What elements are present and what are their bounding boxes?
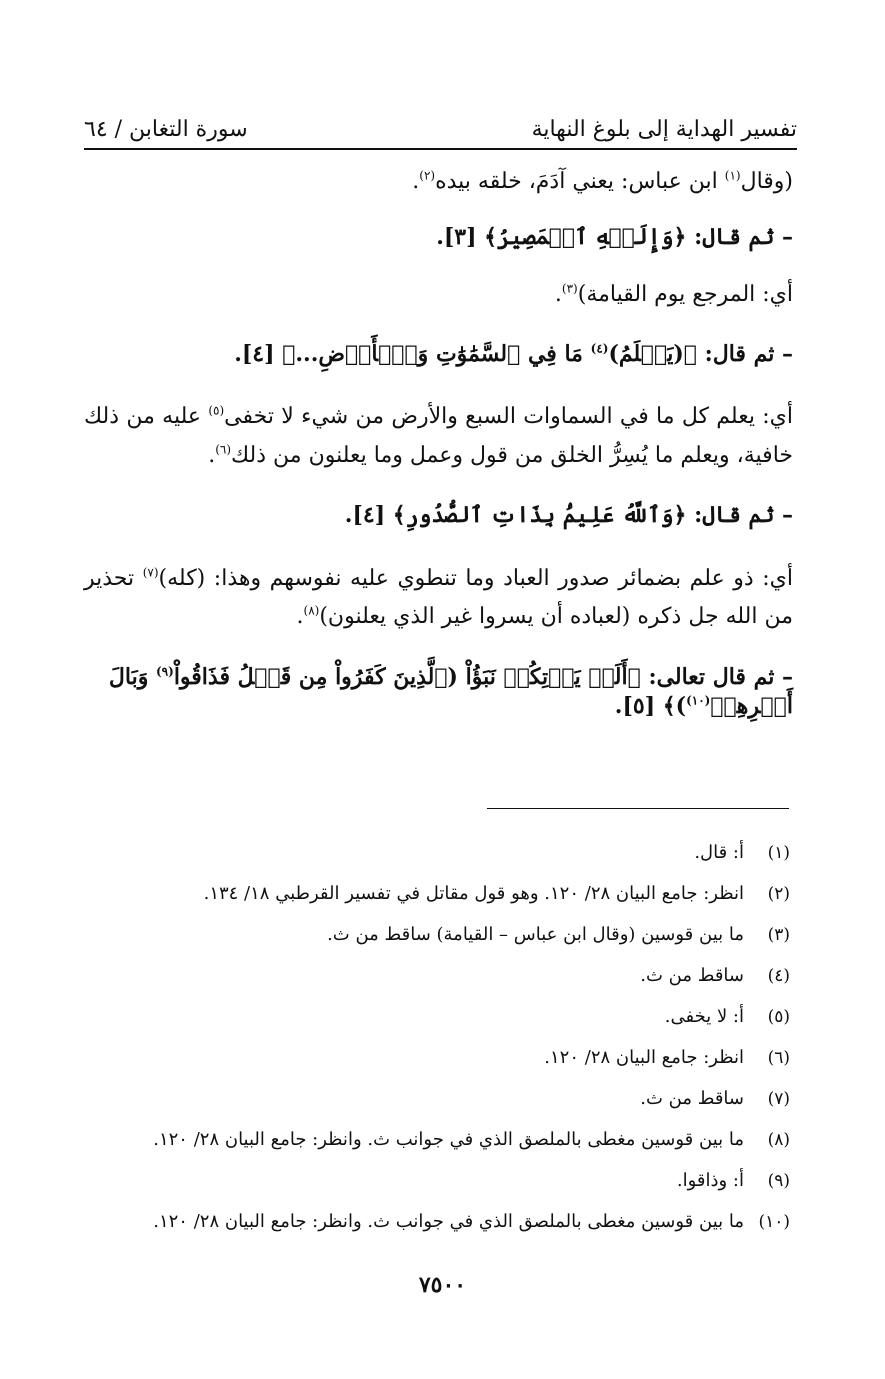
footnote-number: (٧) [767, 1089, 790, 1109]
paragraph-1: (وقال$^{(١)}$ ابن عباس: يعني آدَمَ، خلقه بيده$^{(٢)}$. [412, 168, 793, 194]
footnote-ref: (٣) [561, 281, 578, 296]
footnote-text: ما بين قوسين (وقال ابن عباس – القيامة) ساقط من ث. [327, 924, 744, 945]
footnote-ref: (٥) [208, 404, 225, 419]
book-title: تفسير الهداية إلى بلوغ النهاية [531, 117, 797, 142]
header-rule [84, 148, 797, 150]
page-number: ٧٥٠٠ [418, 1272, 467, 1298]
footnote-text: ساقط من ث. [640, 965, 744, 986]
footnote-item [120, 1129, 790, 1170]
footnote-ref: (٤) [590, 341, 609, 356]
paragraph-7: أي: ذو علم بضمائر صدور العباد وما تنطوي عليه نفوسهم وهذا: (كله)$^{(٧)}$ تحذير من الله جل ذكره (لعباده أن يسروا غير الذي يعلنون)$^{(٨)}$. [84, 565, 793, 630]
footnote-item [120, 1047, 790, 1088]
paragraph-5: أي: يعلم كل ما في السماوات السبع والأرض من شيء لا تخفى$^{(٥)}$ عليه من ذلك خافية، ويعلم ما يُسِرُّ الخلق من قول وعمل وما يعلنون من ذلك$^{(٦)}$. [84, 404, 793, 468]
main-text [84, 168, 793, 746]
footnote-text: أ: لا يخفى. [664, 1006, 744, 1027]
paragraph-2: – ثم قال: ﴿وَإِلَيۡهِ ٱلۡمَصِيرُ﴾ [٣]. [436, 223, 793, 250]
footnote-ref: (٩) [155, 664, 174, 679]
footnote-item [120, 883, 790, 924]
footnote-text: انظر: جامع البيان ٢٨/ ١٢٠. وهو قول مقاتل في تفسير القرطبي ١٨/ ١٣٤. [203, 883, 744, 904]
paragraph-4: – ثم قال: ﴿(يَعۡلَمُ)$^{(٤)}$ مَا فِي ٱلسَّمَٰوَٰتِ وَٱلۡأَرۡضِ...﴾ [٤]. [234, 340, 793, 367]
footnote-item [120, 965, 790, 1006]
footnote-text: أ: وذاقوا. [676, 1170, 744, 1191]
paragraph-3: أي: المرجع يوم القيامة)$^{(٣)}$. [554, 281, 793, 308]
footnote-item [120, 1170, 790, 1211]
footnote-number: (٤) [767, 966, 790, 986]
footnote-ref: (٧) [142, 565, 159, 580]
footnotes [120, 842, 790, 1252]
footnote-ref: (١) [724, 168, 741, 183]
footnote-number: (١٠) [758, 1212, 790, 1232]
footnote-item [120, 1006, 790, 1047]
footnote-ref: (٨) [303, 604, 320, 619]
footnote-number: (١) [767, 843, 790, 863]
footnote-text: ساقط من ث. [640, 1088, 744, 1109]
footnote-text: ما بين قوسين مغطى بالملصق الذي في جوانب ث. وانظر: جامع البيان ٢٨/ ١٢٠. [153, 1211, 744, 1232]
footnote-number: (٢) [767, 884, 790, 904]
footnote-separator [487, 808, 789, 809]
footnote-ref: (٢) [419, 168, 436, 183]
surah-page-label: سورة التغابن / ٦٤ [84, 117, 248, 142]
footnote-item [120, 842, 790, 883]
footnote-number: (٨) [767, 1130, 790, 1150]
footnote-item [120, 924, 790, 965]
footnote-ref: (٦) [215, 442, 232, 457]
footnote-text: أ: قال. [694, 842, 744, 863]
footnote-number: (٦) [767, 1048, 790, 1068]
footnote-text: ما بين قوسين مغطى بالملصق الذي في جوانب ث. وانظر: جامع البيان ٢٨/ ١٢٠. [153, 1129, 744, 1150]
footnote-text: انظر: جامع البيان ٢٨/ ١٢٠. [544, 1047, 744, 1068]
footnote-number: (٩) [767, 1171, 790, 1191]
paragraph-8: – ثم قال تعالى: ﴿أَلَمۡ يَأۡتِكُمۡ نَبَؤُاْ (ٱلَّذِينَ كَفَرُواْ مِن قَبۡلُ فَذَاقُواْ$^{(٩)}$ وَبَالَ أَمۡرِهِمۡ$^{(١٠)}$)﴾ [٥]. [108, 663, 793, 719]
footnote-ref: (١٠) [686, 693, 711, 708]
paragraph-6: – ثم قال: ﴿وَٱللَّهُ عَلِيمُۢ بِذَاتِ ٱلصُّدُورِ﴾ [٤]. [344, 502, 793, 529]
footnote-number: (٥) [767, 1007, 790, 1027]
footnote-item [120, 1088, 790, 1129]
running-header [84, 100, 797, 142]
footnote-number: (٣) [767, 925, 790, 945]
footnote-item [120, 1211, 790, 1252]
